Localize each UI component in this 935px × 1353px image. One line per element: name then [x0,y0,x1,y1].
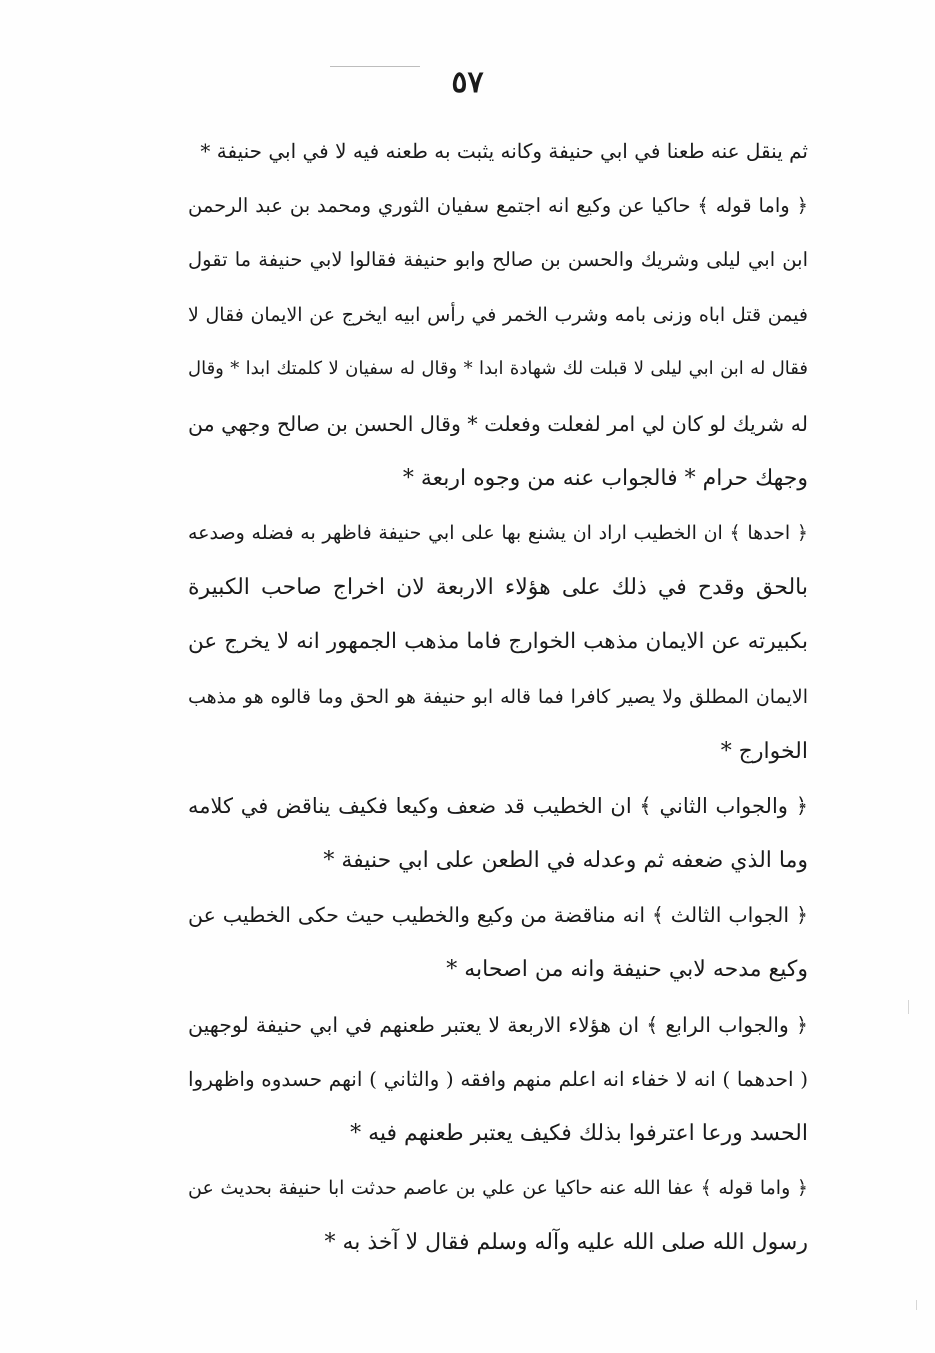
text-line: الايمان المطلق ولا يصير كافرا فما قاله ابو حنيفة هو الحق وما قالوه هو مذهب [188,685,808,708]
text-line: ﴿ والجواب الثاني ﴾ ان الخطيب قد ضعف وكيعا فكيف يناقض في كلامه [188,794,808,819]
text-line: وكيع مدحه لابي حنيفة وانه من اصحابه * [446,956,808,982]
text-line: وما الذي ضعفه ثم وعدله في الطعن على ابي حنيفة * [323,847,808,873]
page-number: ٥٧ [451,65,484,100]
text-line: بكبيرته عن الايمان مذهب الخوارج فاما مذهب الجمهور انه لا يخرج عن [188,629,808,655]
body-text [188,124,808,1270]
text-line: ﴿ والجواب الرابع ﴾ ان هؤلاء الاربعة لا يعتبر طعنهم في ابي حنيفة لوجهين [188,1012,808,1037]
text-line: ﴿ الجواب الثالث ﴾ انه مناقضة من وكيع والخطيب حيث حكى الخطيب عن [188,903,808,928]
text-line: ( احدهما ) انه لا خفاء انه اعلم منهم وافقه ( والثاني ) انهم حسدوه واظهروا [188,1067,808,1092]
top-rule [330,66,420,67]
text-line: فقال له ابن ابي ليلى لا قبلت لك شهادة ابدا * وقال له سفيان لا كلمتك ابدا * وقال [188,358,808,380]
text-line: له شريك لو كان لي امر لفعلت وفعلت * وقال الحسن بن صالح وجهي من [188,411,808,436]
margin-mark [916,1300,917,1310]
text-line: رسول الله صلى الله عليه وآله وسلم فقال لا آخذ به * [324,1229,808,1255]
margin-mark [908,1000,909,1014]
text-line: ثم ينقل عنه طعنا في ابي حنيفة وكانه يثبت به طعنه فيه لا في ابي حنيفة * [200,139,808,163]
text-line: ابن ابي ليلى وشريك والحسن بن صالح وابو حنيفة فقالوا لابي حنيفة ما تقول [188,248,808,272]
text-line: ﴿ واما قوله ﴾ عفا الله عنه حاكيا عن علي بن عاصم حدثت ابا حنيفة بحديث عن [188,1177,808,1200]
text-line: ﴿ واما قوله ﴾ حاكيا عن وكيع انه اجتمع سفيان الثوري ومحمد بن عبد الرحمن [188,193,808,217]
text-line: ﴿ احدها ﴾ ان الخطيب اراد ان يشنع بها على ابي حنيفة فاظهر به فضله وصدعه [188,522,808,545]
text-line: الخوارج * [720,738,808,764]
text-line: الحسد ورعا اعترفوا بذلك فكيف يعتبر طعنهم فيه * [350,1120,808,1146]
text-line: فيمن قتل اباه وزنى بامه وشرب الخمر في رأس ابيه ايخرج عن الايمان فقال لا [188,303,808,326]
text-line: وجهك حرام * فالجواب عنه من وجوه اربعة * [402,465,808,491]
text-line: بالحق وقدح في ذلك على هؤلاء الاربعة لان اخراج صاحب الكبيرة [188,574,808,600]
